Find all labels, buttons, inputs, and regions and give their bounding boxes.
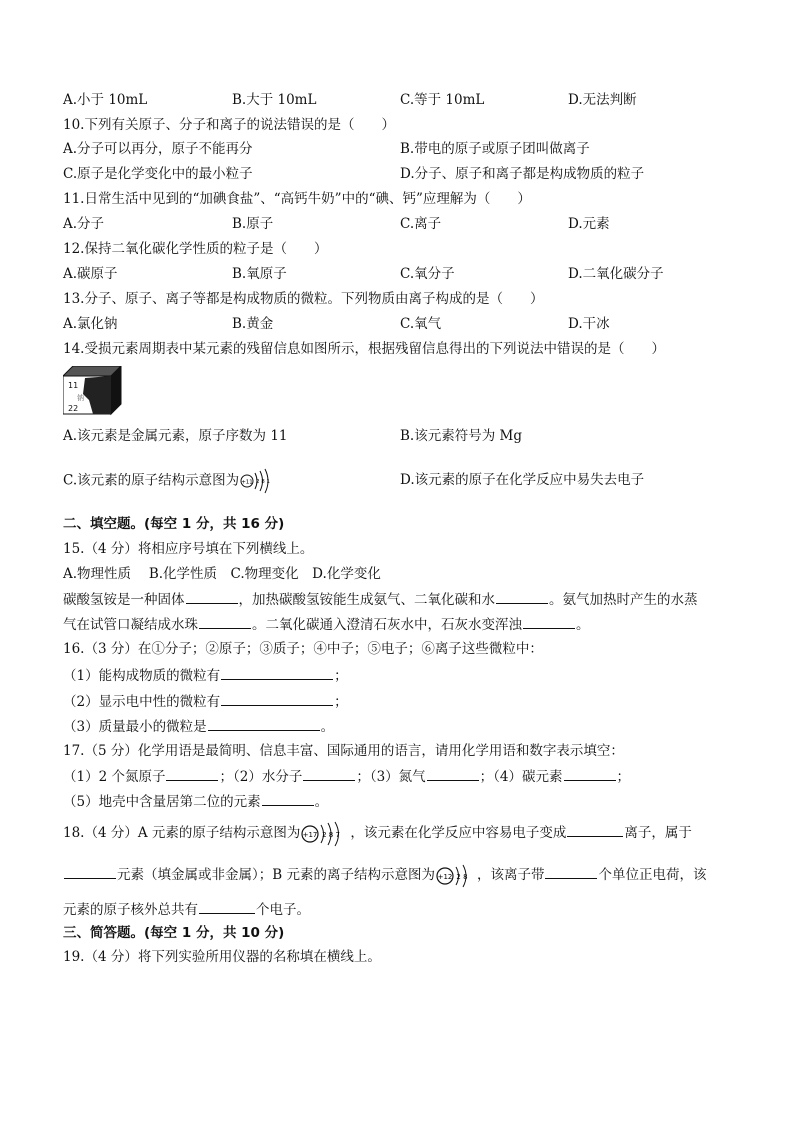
q15-line-1 xyxy=(63,590,698,609)
q10-option-c: C.原子是化学变化中的最小粒子 xyxy=(63,166,253,182)
q15-options: A.物理性质 B.化学性质 C.物理变化 D.化学变化 xyxy=(63,566,381,582)
q13-stem: 13.分子、原子、离子等都是构成物质的微粒。下列物质由离子构成的是（ ） xyxy=(63,291,544,307)
answer-blank[interactable] xyxy=(545,865,597,879)
q14-option-c xyxy=(63,468,275,494)
q15-text: 。氨气加热时产生的水蒸 xyxy=(549,592,698,608)
q18-text: 个单位正电荷，该 xyxy=(598,867,707,883)
q15-text: 气在试管口凝结成水珠 xyxy=(63,617,198,633)
q17-text: ；（3）氮气 xyxy=(356,769,426,785)
answer-blank[interactable] xyxy=(208,717,320,731)
diagram-shells: 2 8 7 xyxy=(322,830,341,839)
answer-blank[interactable] xyxy=(221,692,333,706)
q17-text: （5）地壳中含量居第二位的元素 xyxy=(63,794,261,810)
q10-stem: 10.下列有关原子、分子和离子的说法错误的是（ ） xyxy=(63,117,395,133)
q14-option-c-text: C.该元素的原子结构示意图为 xyxy=(63,472,240,489)
diagram-shells: 2 8 1 xyxy=(256,479,271,485)
section-3-heading: 三、简答题。(每空 1 分，共 10 分) xyxy=(63,925,285,941)
q9-option-d: D.无法判断 xyxy=(568,92,637,108)
q16-part-3 xyxy=(63,717,334,736)
q16-text: ； xyxy=(334,694,348,710)
q14-option-a: A.该元素是金属元素，原子序数为 11 xyxy=(63,428,288,444)
q17-text: ；（2）水分子 xyxy=(219,769,303,785)
q15-text: 碳酸氢铵是一种固体 xyxy=(63,592,185,608)
answer-blank[interactable] xyxy=(166,767,218,781)
q15-line-2 xyxy=(63,615,590,634)
q11-stem: 11.日常生活中见到的“加碘食盐”、“高钙牛奶”中的“碘、钙”应理解为（ ） xyxy=(63,191,531,207)
q11-option-d: D.元素 xyxy=(568,216,610,232)
sodium-atom-structure-diagram xyxy=(239,468,275,494)
answer-blank[interactable] xyxy=(199,900,255,914)
q15-stem: 15.（4 分）将相应序号填在下列横线上。 xyxy=(63,541,314,557)
q16-text: （1）能构成物质的微粒有 xyxy=(63,668,221,684)
q14-option-b: B.该元素符号为 Mg xyxy=(400,428,522,444)
section-2-heading: 二、填空题。(每空 1 分，共 16 分) xyxy=(63,516,285,532)
q11-option-b: B.原子 xyxy=(232,216,274,232)
q16-part-2 xyxy=(63,692,348,711)
answer-blank[interactable] xyxy=(496,590,548,604)
q14-option-d: D.该元素的原子在化学反应中易失去电子 xyxy=(400,472,645,488)
q18-text: 18.（4 分）A 元素的原子结构示意图为 xyxy=(63,825,301,841)
q16-text: （3）质量最小的微粒是 xyxy=(63,719,207,735)
q18-line-1 xyxy=(63,820,692,847)
q17-line-2 xyxy=(63,792,328,811)
q9-option-b: B.大于 10mL xyxy=(232,92,317,108)
answer-blank[interactable] xyxy=(564,767,616,781)
q18-line-3 xyxy=(63,900,310,919)
q15-text: 。二氧化碳通入澄清石灰水中，石灰水变浑浊 xyxy=(252,617,522,633)
diagram-nucleus: +12 xyxy=(437,872,453,881)
q18-text: 离子，属于 xyxy=(624,825,692,841)
answer-blank[interactable] xyxy=(523,615,575,629)
q17-stem: 17.（5 分）化学用语是最简明、信息丰富、国际通用的语言，请用化学用语和数字表示填空： xyxy=(63,743,624,759)
chlorine-atom-structure-diagram xyxy=(300,821,350,847)
q18-text: 元素（填金属或非金属）；B 元素的离子结构示意图为 xyxy=(117,867,435,883)
q18-text: ，该元素在化学反应中容易电子变成 xyxy=(350,825,567,841)
q10-option-d: D.分子、原子和离子都是构成物质的粒子 xyxy=(400,166,645,182)
q19-stem: 19.（4 分）将下列实验所用仪器的名称填在横线上。 xyxy=(63,949,381,965)
q9-option-c: C.等于 10mL xyxy=(400,92,485,108)
q12-option-c: C.氧分子 xyxy=(400,266,455,282)
q15-text: ，加热碳酸氢铵能生成氨气、二氧化碳和水 xyxy=(238,592,495,608)
q10-option-b: B.带电的原子或原子团叫做离子 xyxy=(400,141,590,157)
q13-option-c: C.氧气 xyxy=(400,316,442,332)
answer-blank[interactable] xyxy=(186,590,238,604)
answer-blank[interactable] xyxy=(64,865,116,879)
tile-symbol: 钠 xyxy=(77,394,84,402)
diagram-nucleus: +11 xyxy=(241,479,253,486)
q13-option-a: A.氯化钠 xyxy=(63,316,118,332)
q16-stem: 16.（3 分）在①分子；②原子；③质子；④中子；⑤电子；⑥离子这些微粒中： xyxy=(63,641,543,657)
q18-text: 元素的原子核外总共有 xyxy=(63,902,198,918)
q18-text: ，该离子带 xyxy=(476,867,545,883)
answer-blank[interactable] xyxy=(303,767,355,781)
q13-option-b: B.黄金 xyxy=(232,316,274,332)
diagram-nucleus: +17 xyxy=(303,830,318,839)
q17-text: ；（4）碳元素 xyxy=(479,769,563,785)
q16-text: （2）显示电中性的微粒有 xyxy=(63,694,221,710)
q12-option-b: B.氧原子 xyxy=(232,266,287,282)
q11-option-a: A.分子 xyxy=(63,216,105,232)
answer-blank[interactable] xyxy=(199,615,251,629)
magnesium-ion-structure-diagram xyxy=(435,863,477,889)
q12-stem: 12.保持二氧化碳化学性质的粒子是（ ） xyxy=(63,241,328,257)
q16-part-1 xyxy=(63,666,348,685)
answer-blank[interactable] xyxy=(262,792,314,806)
q9-option-a: A.小于 10mL xyxy=(63,92,148,108)
q13-option-d: D.干冰 xyxy=(568,316,610,332)
tile-atomic-number: 11 xyxy=(68,381,79,390)
q17-text: ； xyxy=(616,769,631,785)
q14-stem: 14.受损元素周期表中某元素的残留信息如图所示，根据残留信息得出的下列说法中错误的是（ ） xyxy=(63,341,665,357)
q18-text: 个电子。 xyxy=(256,902,310,918)
q15-text: 。 xyxy=(576,617,590,633)
q17-text: （1）2 个氮原子 xyxy=(63,769,166,785)
damaged-periodic-table-tile xyxy=(63,366,123,416)
tile-atomic-mass: 22 xyxy=(68,404,79,413)
answer-blank[interactable] xyxy=(427,767,479,781)
q12-option-a: A.碳原子 xyxy=(63,266,118,282)
q11-option-c: C.离子 xyxy=(400,216,442,232)
q16-text: ； xyxy=(334,668,348,684)
diagram-shells: 2 8 xyxy=(456,872,468,881)
answer-blank[interactable] xyxy=(567,823,623,837)
q18-line-2 xyxy=(63,862,706,889)
q17-text: 。 xyxy=(314,794,329,810)
q16-text: 。 xyxy=(320,719,335,735)
q10-option-a: A.分子可以再分，原子不能再分 xyxy=(63,141,253,157)
answer-blank[interactable] xyxy=(221,666,333,680)
q17-line-1 xyxy=(63,767,630,786)
q12-option-d: D.二氧化碳分子 xyxy=(568,266,664,282)
